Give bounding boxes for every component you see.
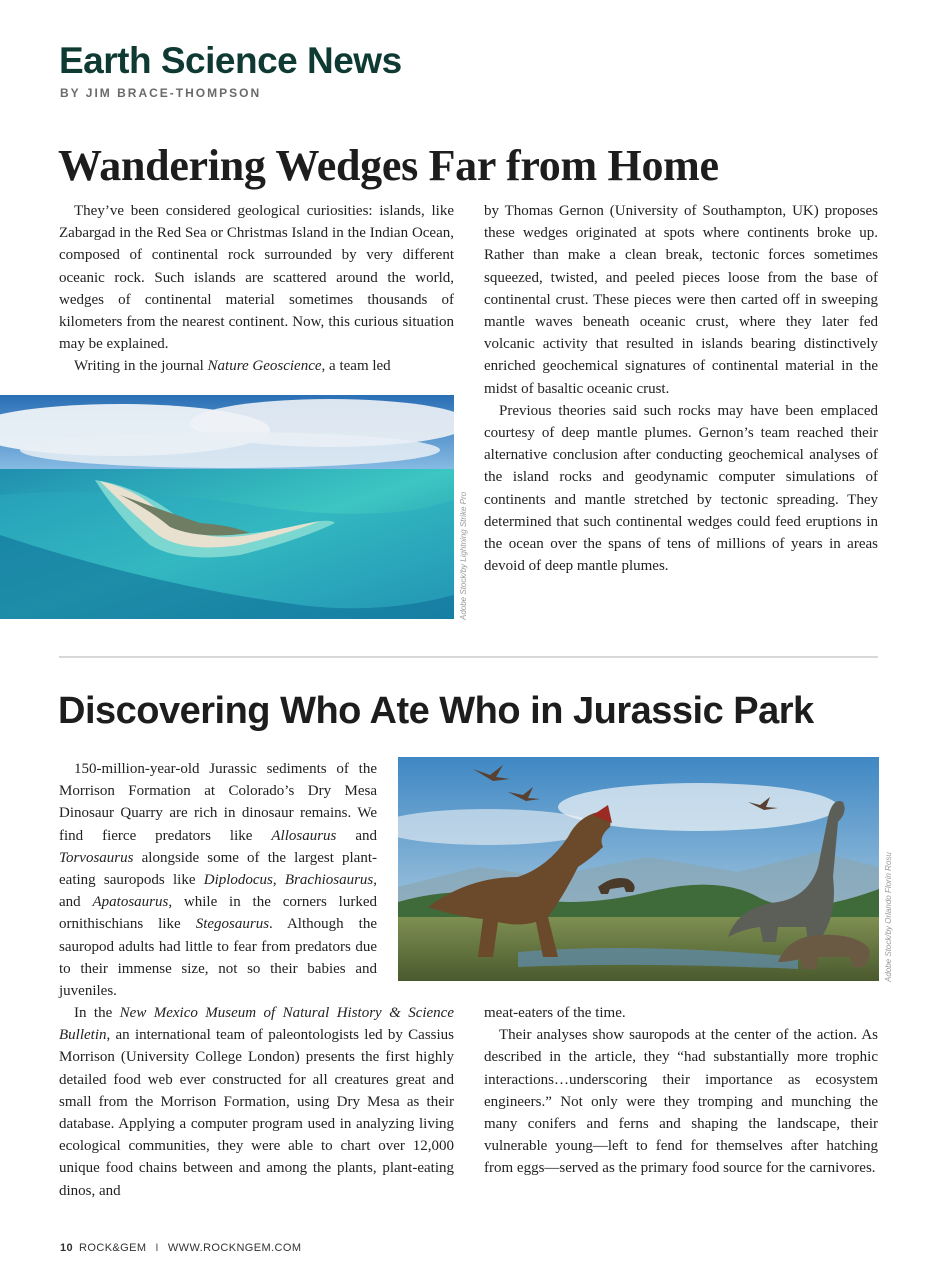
article-2-headline: Discovering Who Ate Who in Jurassic Park [58, 690, 814, 732]
article-1-headline: Wandering Wedges Far from Home [58, 141, 719, 190]
article-2-paragraph-3: Their analyses show sauropods at the center of the action. As described in the article, they “had substantially more trophic interactions…underscoring their importance as ecosystem engineers.” Not only were they tromping and munching the many conifers and ferns and shaping the landscape, their vulnerable young—left to fend for themselves after hatching from eggs—served as the primary food source for the carnivores. [484, 1027, 878, 1177]
footer-separator: I [155, 1242, 159, 1254]
byline: BY JIM BRACE-THOMPSON [60, 86, 262, 100]
article-1-paragraph-2-continued: by Thomas Gernon (University of Southampton, UK) proposes these wedges originated at spots where continents broke up. Rather than make a clean break, tectonic forces sometimes squeezed, twisted, and peeled pieces loose from the base of continental crust. These pieces were then carted off in sweeping mantle waves beneath oceanic crust, where they later fed volcanic activity that resulted in islands bearing distinctively enriched geochemical signatures of continental material in the midst of basaltic oceanic crust. [484, 203, 878, 397]
journal-name: Nature Geoscience [207, 358, 322, 375]
article-1-paragraph-1: They’ve been considered geological curiosities: islands, like Zabargad in the Red Sea or Christmas Island in the Indian Ocean, composed of continental rock surrounded by very different oceanic rock. Such islands are scattered around the world, wedges of continental material sometimes thousands of kilometers from the nearest continent. Now, this curious situation may be explained. [59, 203, 454, 353]
article-2-right-column [484, 1002, 878, 1180]
article-2-paragraph-1: 150-million-year-old Jurassic sediments of the Morrison Formation at Colorado’s Dry Mesa Dinosaur Quarry are rich in dinosaur remains. We find fierce predators like Allosaurus and Torvosaurus alongside some of the largest plant-eating sauropods like Diplodocus, Brachiosaurus, and Apatosaurus, while in the corners lurked ornithischians like Stegosaurus. Although the sauropod adults had little to fear from predators due to their immense size, not so their babies and juveniles. [59, 761, 377, 1000]
island-photo-credit: Adobe Stock/by Lightning Strike Pro [459, 491, 468, 620]
dinosaur-scene-photo [398, 757, 879, 981]
article-1-paragraph-2: Writing in the journal Nature Geoscience, a team led [74, 358, 391, 375]
section-title: Earth Science News [59, 40, 402, 81]
article-2-paragraph-2: In the New Mexico Museum of Natural History & Science Bulletin, an international team of paleontologists led by Cassius Morrison (University College London) presents the first highly detailed food web ever constructed for all creatures great and small from the Morrison Formation, using Dry Mesa as their database. Applying a computer program used in analyzing living ecological communities, they were able to chart over 12,000 unique food chains between and among the plants, plant-eating dinos, and [59, 1005, 454, 1199]
magazine-name: ROCK&GEM [79, 1242, 147, 1254]
page-number: 10 [60, 1242, 74, 1254]
article-2-top-column [59, 758, 377, 1002]
page-footer [60, 1242, 301, 1254]
journal-name: New Mexico Museum of Natural History & Science Bulletin [59, 1005, 454, 1044]
island-aerial-photo [0, 395, 454, 619]
website-link[interactable]: WWW.ROCKNGEM.COM [167, 1242, 302, 1254]
article-2-paragraph-2-continued: meat-eaters of the time. [484, 1005, 626, 1021]
article-1-paragraph-3: Previous theories said such rocks may have been emplaced courtesy of deep mantle plumes. Gernon’s team reached their alternative conclusion after conducting geochemical analyses of the island rocks and geodynamic computer simulations of continents and mantle stretched by tectonic spreading. They determined that such continental wedges could feed eruptions in the ocean over the spans of tens of millions of years in areas devoid of deep mantle plumes. [484, 402, 878, 575]
article-1-right-column [484, 200, 878, 577]
article-2-left-column [59, 1002, 454, 1202]
article-1-left-column [59, 200, 454, 378]
dinosaur-photo-credit: Adobe Stock/by Orlando Florin Rosu [884, 852, 893, 982]
section-divider [59, 656, 878, 658]
